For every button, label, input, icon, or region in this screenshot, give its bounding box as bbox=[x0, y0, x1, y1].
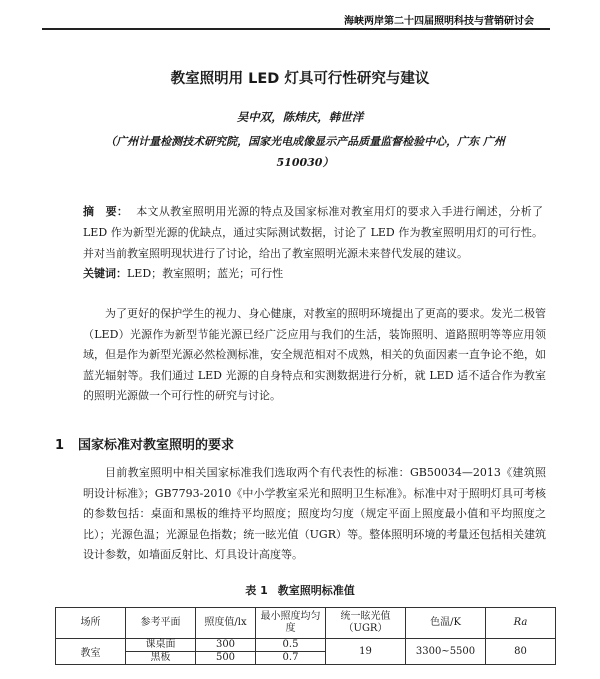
keywords-label: 关键词： bbox=[83, 267, 127, 280]
standards-table bbox=[55, 607, 556, 665]
table-cell-location: 教室 bbox=[56, 639, 126, 665]
table-row bbox=[56, 639, 556, 652]
table-header-cell: Ra bbox=[486, 608, 556, 639]
table-cell-plane: 课桌面 bbox=[126, 639, 196, 652]
table-cell-lux: 300 bbox=[196, 639, 256, 652]
table-header-cell: 最小照度均匀度 bbox=[256, 608, 326, 639]
paper-title: 教室照明用 LED 灯具可行性研究与建议 bbox=[170, 71, 430, 87]
table-header-cell: 色温/K bbox=[406, 608, 486, 639]
table-cell-lux: 500 bbox=[196, 652, 256, 665]
table-header-cell: 统一眩光值（UGR） bbox=[326, 608, 406, 639]
abstract-text: 本文从教室照明用光源的特点及国家标准对教室用灯的要求入手进行阐述，分析了 LED 作为新型光源的优缺点，通过实际测试数据，讨论了 LED 作为教室照明用灯的可行性。并对当前教室照明现状进行了讨论，给出了教室照明光源未来替代发展的建议。 bbox=[83, 205, 544, 260]
abstract bbox=[83, 201, 543, 264]
section-number: 1 bbox=[55, 438, 65, 453]
intro-paragraph: 为了更好的保护学生的视力、身心健康，对教室的照明环境提出了更高的要求。发光二极管（LED）光源作为新型节能光源已经广泛应用与我们的生活，装饰照明、道路照明等等应用领域，但是作为新型光源必然检测标准，安全规范相对不成熟，相关的负面因素一直争论不绝，如蓝光辐射等。我们通过 LED 光源的自身特点和实测数据进行分析，就 LED 适不适合作为教室的照明光源做一个可行性的研究与讨论。 bbox=[83, 307, 546, 402]
table-caption-title: 教室照明标准值 bbox=[277, 584, 355, 597]
table-cell-uniformity: 0.7 bbox=[256, 652, 326, 665]
table-caption bbox=[0, 582, 600, 598]
table-cell-ra: 80 bbox=[486, 639, 556, 665]
running-header: 海峡两岸第二十四届照明科技与营销研讨会 bbox=[344, 16, 534, 27]
table-header-row bbox=[56, 608, 556, 639]
table-caption-label: 表 1 bbox=[245, 584, 268, 597]
table-cell-cct: 3300~5500 bbox=[406, 639, 486, 665]
section-title: 国家标准对教室照明的要求 bbox=[78, 438, 235, 453]
table-cell-plane: 黑板 bbox=[126, 652, 196, 665]
section-heading bbox=[55, 434, 234, 453]
abstract-label: 摘 要： bbox=[83, 205, 129, 218]
table-header-cell: 照度值/lx bbox=[196, 608, 256, 639]
keywords bbox=[83, 265, 543, 281]
table-cell-uniformity: 0.5 bbox=[256, 639, 326, 652]
keywords-text: LED；教室照明；蓝光；可行性 bbox=[127, 267, 284, 280]
section-body: 目前教室照明中相关国家标准我们选取两个有代表性的标准：GB50034—2013《建筑照明设计标准》；GB7793-2010《中小学教室采光和照明卫生标准》。标准中对于照明灯具可考核的参数包括：桌面和黑板的维持平均照度；照度均匀度（规定平面上照度最小值和平均照度之比）；光源色温；光源显色指数；统一眩光值（UGR）等。整体照明环境的考量还包括相关建筑设计参数，如墙面反射比、灯具设计高度等。 bbox=[83, 466, 546, 561]
table-cell-ugr: 19 bbox=[326, 639, 406, 665]
table-header-cell: 参考平面 bbox=[126, 608, 196, 639]
header-rule bbox=[42, 28, 550, 30]
paper-authors: 吴中双，陈炜庆，韩世洋 bbox=[236, 110, 364, 124]
table-header-cell: 场所 bbox=[56, 608, 126, 639]
paper-affiliation: （广州计量检测技术研究院，国家光电成像显示产品质量监督检验中心，广东 广州 510030） bbox=[105, 135, 505, 169]
